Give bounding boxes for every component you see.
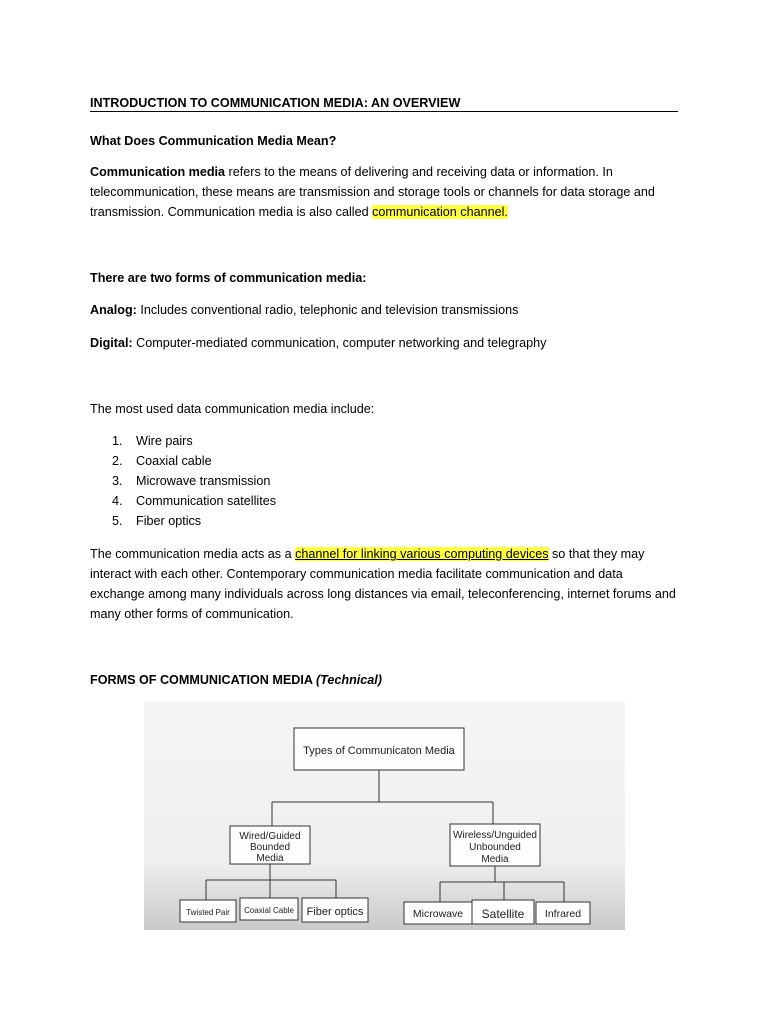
title-rule <box>90 111 678 112</box>
question-heading: What Does Communication Media Mean? <box>90 134 337 148</box>
analog-label: Analog: <box>90 303 137 317</box>
channel-line-4: many other forms of communication. <box>90 607 294 621</box>
diagram-unguided-line-1: Wireless/Unguided <box>453 830 537 841</box>
definition-line-2: telecommunication, these means are transmission and storage tools or channels for data storage and <box>90 185 655 199</box>
highlight-communication-channel: communication channel. <box>372 205 508 219</box>
diagram-unguided-line-3: Media <box>481 854 509 865</box>
definition-line-1-rest: refers to the means of delivering and receiving data or information. In <box>225 165 613 179</box>
diagram-guided-line-2: Bounded <box>249 842 291 853</box>
list-item: 3. Microwave transmission <box>112 474 271 488</box>
digital-label: Digital: <box>90 336 133 350</box>
digital-line <box>90 333 546 353</box>
diagram-leaf-satellite: Satellite <box>481 907 525 921</box>
definition-line-3 <box>90 202 508 222</box>
media-types-diagram <box>144 702 625 930</box>
analog-line <box>90 300 518 320</box>
list-item: 4. Communication satellites <box>112 494 276 508</box>
diagram-leaf-fiber-optics: Fiber optics <box>306 906 364 918</box>
diagram-unguided-line-2: Unbounded <box>469 842 521 853</box>
definition-term: Communication media <box>90 165 226 179</box>
media-list <box>112 431 276 531</box>
diagram-root-label: Types of Communicaton Media <box>303 745 455 757</box>
highlight-channel-linking: channel for linking various computing devices <box>295 547 549 561</box>
diagram-leaf-microwave: Microwave <box>412 908 464 920</box>
diagram-leaf-infrared: Infrared <box>544 908 582 920</box>
definition-line-3-start: transmission. Communication media is also called <box>90 205 373 219</box>
media-intro: The most used data communication media include: <box>90 402 375 416</box>
diagram-leaf-twisted-pair: Twisted Pair <box>186 908 230 917</box>
diagram-guided-line-3: Media <box>256 853 284 864</box>
list-item: 5. Fiber optics <box>112 514 202 528</box>
list-item: 1. Wire pairs <box>112 434 193 448</box>
channel-line-1: The communication media acts as a channel for linking various computing devices so that they may <box>90 547 645 561</box>
channel-line-2: interact with each other. Contemporary communication media facilitate communication and data <box>90 567 623 581</box>
forms-heading: FORMS OF COMMUNICATION MEDIA (Technical) <box>90 673 382 687</box>
digital-text: Computer-mediated communication, computer networking and telegraphy <box>132 336 547 350</box>
channel-line-3: exchange among many individuals across long distances via email, teleconferencing, internet forums and <box>90 587 676 601</box>
diagram-leaf-coaxial-cable: Coaxial Cable <box>244 906 294 915</box>
document-title: INTRODUCTION TO COMMUNICATION MEDIA: AN OVERVIEW <box>90 96 461 110</box>
list-item: 2. Coaxial cable <box>112 454 212 468</box>
forms-heading-italic: (Technical) <box>315 673 382 687</box>
diagram-guided-line-1: Wired/Guided <box>239 831 301 842</box>
definition-line-1 <box>90 162 613 182</box>
analog-text: Includes conventional radio, telephonic and television transmissions <box>136 303 519 317</box>
forms-intro: There are two forms of communication media: <box>90 271 367 285</box>
